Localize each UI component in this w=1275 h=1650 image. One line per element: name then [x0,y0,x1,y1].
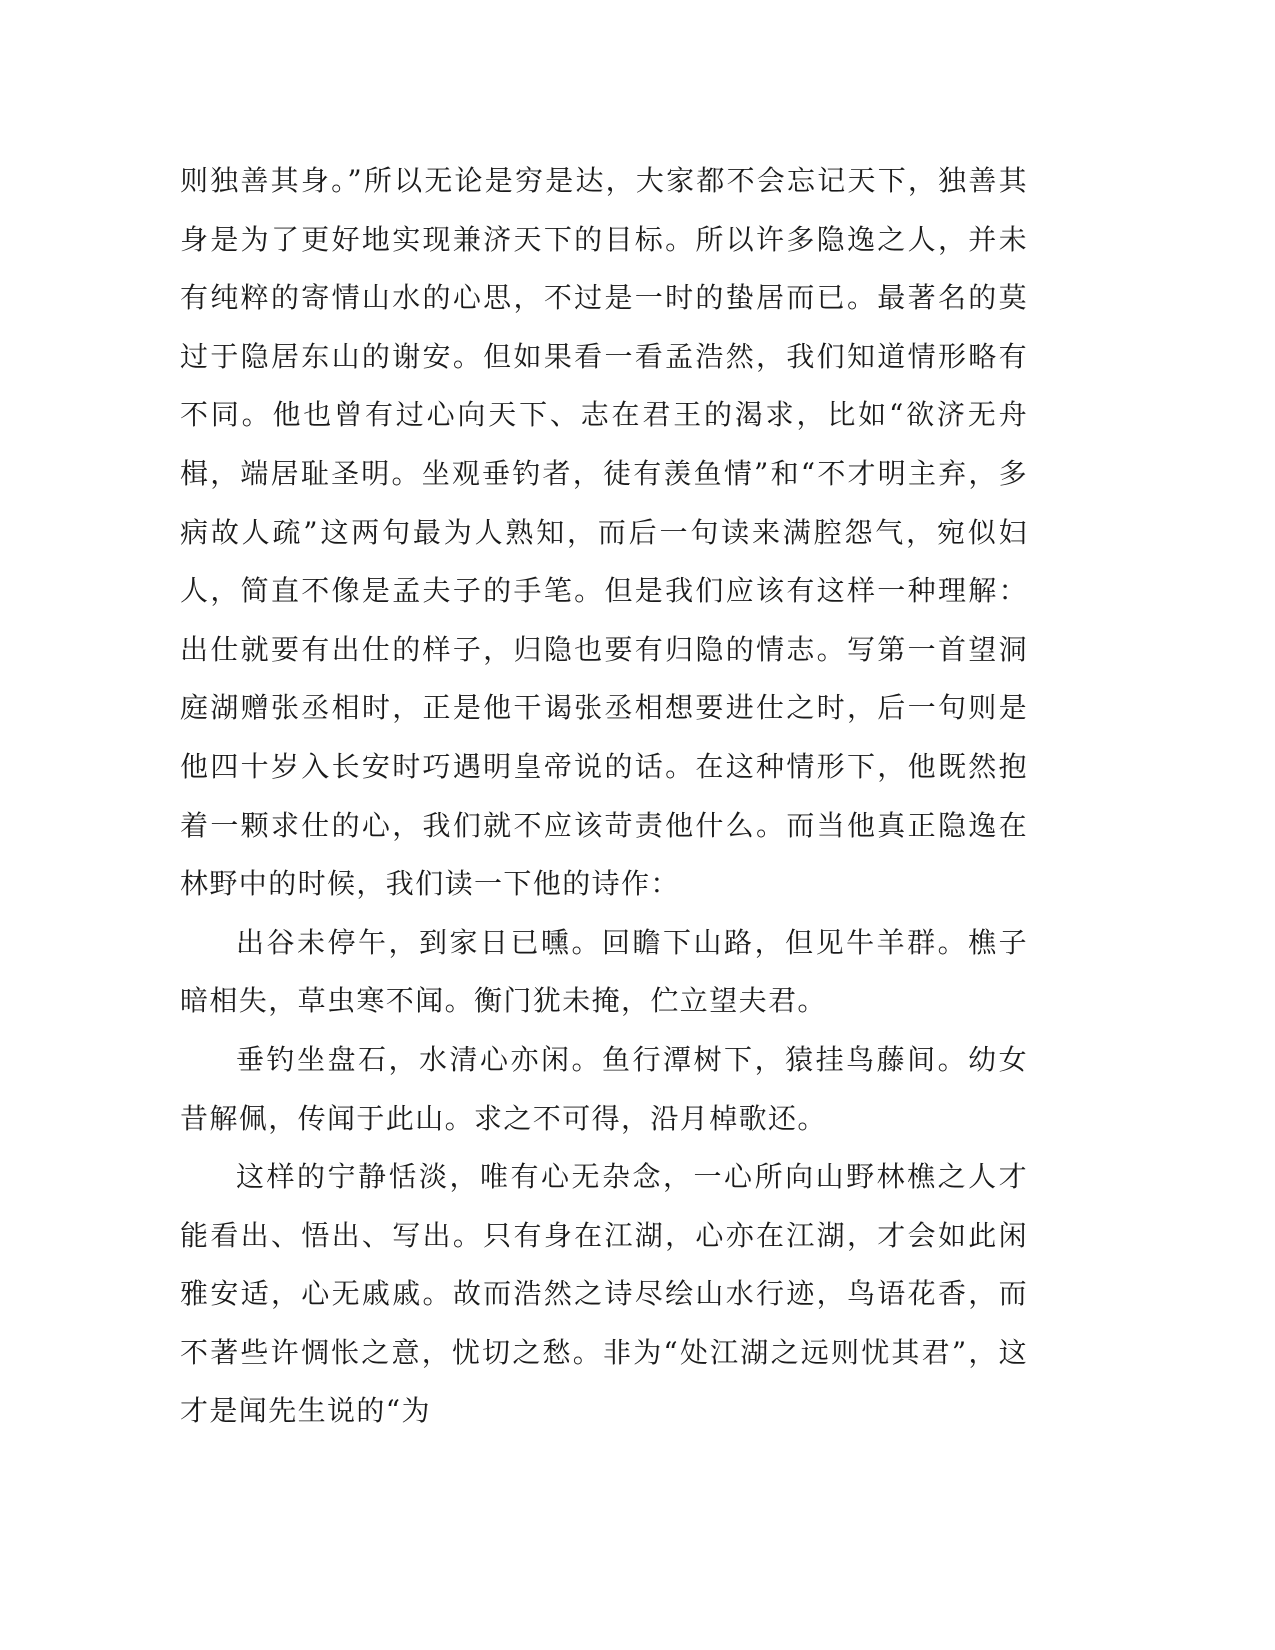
paragraph-poem-one: 出谷未停午，到家日已曛。回瞻下山路，但见牛羊群。樵子暗相失，草虫寒不闻。衡门犹未掩，伫立望夫君。 [180,925,1028,1018]
paragraph-commentary: 这样的宁静恬淡，唯有心无杂念，一心所向山野林樵之人才能看出、悟出、写出。只有身在江湖，心亦在江湖，才会如此闲雅安适，心无戚戚。故而浩然之诗尽绘山水行迹，鸟语花香，而不著些许惆怅之意，忧切之愁。非为“处江湖之远则忧其君”，这才是闻先生说的“为 [180,1160,1028,1428]
document-page [180,152,1028,1441]
paragraph-poem-two: 垂钓坐盘石，水清心亦闲。鱼行潭树下，猿挂鸟藤间。幼女昔解佩，传闻于此山。求之不可得，沿月棹歌还。 [180,1042,1028,1135]
paragraph-essay-continuation: 则独善其身。”所以无论是穷是达，大家都不会忘记天下，独善其身是为了更好地实现兼济天下的目标。所以许多隐逸之人，并未有纯粹的寄情山水的心思，不过是一时的蛰居而已。最著名的莫过于隐居东山的谢安。但如果看一看孟浩然，我们知道情形略有不同。他也曾有过心向天下、志在君王的渴求，比如“欲济无舟楫，端居耻圣明。坐观垂钓者，徒有羡鱼情”和“不才明主弃，多病故人疏”这两句最为人熟知，而后一句读来满腔怨气，宛似妇人，简直不像是孟夫子的手笔。但是我们应该有这样一种理解：出仕就要有出仕的样子，归隐也要有归隐的情志。写第一首望洞庭湖赠张丞相时，正是他干谒张丞相想要进仕之时，后一句则是他四十岁入长安时巧遇明皇帝说的话。在这种情形下，他既然抱着一颗求仕的心，我们就不应该苛责他什么。而当他真正隐逸在林野中的时候，我们读一下他的诗作： [180,164,1028,901]
